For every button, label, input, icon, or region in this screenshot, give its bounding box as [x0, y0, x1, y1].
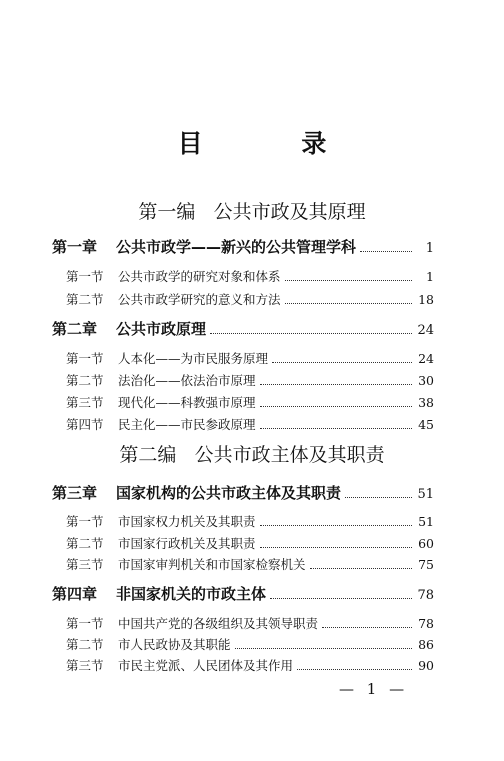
- chapter-label: 第二章: [52, 320, 98, 338]
- toc-section-entry[interactable]: [66, 512, 434, 530]
- page-ref: 51: [418, 514, 434, 529]
- dot-leader: [285, 280, 412, 281]
- section-label: 第三节: [66, 658, 104, 673]
- toc-section-entry[interactable]: [66, 534, 434, 552]
- dot-leader: [235, 648, 412, 649]
- page-ref: 78: [417, 588, 434, 603]
- section-title: 公共市政学研究的意义和方法: [118, 292, 281, 307]
- section-label: 第三节: [66, 557, 104, 572]
- dot-leader: [270, 598, 412, 599]
- dot-leader: [360, 251, 412, 252]
- chapter-label: 第三章: [52, 484, 98, 502]
- dot-leader: [260, 406, 412, 407]
- part-label: 第一编: [138, 201, 196, 223]
- toc-section-entry[interactable]: [66, 393, 434, 411]
- dot-leader: [260, 525, 412, 526]
- part-heading: [0, 440, 504, 467]
- dot-leader: [260, 428, 412, 429]
- section-title: 市国家审判机关和市国家检察机关: [118, 557, 306, 572]
- section-title: 公共市政学的研究对象和体系: [118, 269, 281, 284]
- page-ref: 1: [426, 269, 434, 284]
- chapter-label: 第一章: [52, 238, 98, 256]
- page-ref: 30: [418, 373, 434, 388]
- section-label: 第二节: [66, 536, 104, 551]
- part-name: 公共市政主体及其职责: [194, 444, 385, 466]
- toc-chapter-entry[interactable]: [52, 236, 434, 257]
- toc-section-entry[interactable]: [66, 614, 434, 632]
- chapter-title: 公共市政原理: [116, 320, 207, 338]
- section-title: 市国家行政机关及其职责: [118, 536, 256, 551]
- page-ref: 86: [418, 637, 434, 652]
- page-ref: 24: [418, 351, 434, 366]
- toc-section-entry[interactable]: [66, 267, 434, 285]
- page-number: — 1 —: [339, 680, 409, 698]
- dot-leader: [260, 384, 412, 385]
- toc-section-entry[interactable]: [66, 415, 434, 433]
- toc-section-entry[interactable]: [66, 290, 434, 308]
- chapter-title: 国家机构的公共市政主体及其职责: [116, 484, 342, 502]
- section-label: 第三节: [66, 395, 104, 410]
- section-label: 第一节: [66, 616, 104, 631]
- chapter-title: 非国家机关的市政主体: [116, 585, 267, 603]
- part-name: 公共市政及其原理: [213, 201, 366, 223]
- section-title: 现代化——科教强市原理: [118, 395, 256, 410]
- dot-leader: [210, 333, 412, 334]
- chapter-title: 公共市政学——新兴的公共管理学科: [116, 238, 357, 256]
- section-title: 民主化——市民参政原理: [118, 417, 256, 432]
- page-ref: 78: [418, 616, 434, 631]
- dot-leader: [310, 568, 412, 569]
- section-title: 市国家权力机关及其职责: [118, 514, 256, 529]
- section-label: 第二节: [66, 637, 104, 652]
- page-ref: 24: [417, 323, 434, 338]
- dot-leader: [285, 303, 412, 304]
- toc-chapter-entry[interactable]: [52, 482, 434, 503]
- page-ref: 90: [418, 658, 434, 673]
- page-title: 目 录: [177, 129, 372, 158]
- toc-section-entry[interactable]: [66, 656, 434, 674]
- page-ref: 60: [418, 536, 434, 551]
- page-ref: 1: [425, 241, 434, 256]
- page-ref: 45: [418, 417, 434, 432]
- section-title: 市人民政协及其职能: [118, 637, 231, 652]
- dot-leader: [345, 497, 412, 498]
- dot-leader: [260, 547, 412, 548]
- dot-leader: [272, 362, 412, 363]
- toc-section-entry[interactable]: [66, 635, 434, 653]
- section-title: 市民主党派、人民团体及其作用: [118, 658, 294, 673]
- page-ref: 38: [418, 395, 434, 410]
- toc-section-entry[interactable]: [66, 349, 434, 367]
- toc-section-entry[interactable]: [66, 555, 434, 573]
- section-label: 第四节: [66, 417, 104, 432]
- section-label: 第一节: [66, 514, 104, 529]
- section-label: 第一节: [66, 351, 104, 366]
- chapter-label: 第四章: [52, 585, 98, 603]
- dot-leader: [322, 627, 412, 628]
- section-title: 人本化——为市民服务原理: [118, 351, 269, 366]
- toc-chapter-entry[interactable]: [52, 583, 434, 604]
- section-title: 中国共产党的各级组织及其领导职责: [118, 616, 319, 631]
- toc-section-entry[interactable]: [66, 371, 434, 389]
- section-label: 第二节: [66, 373, 104, 388]
- part-heading: [0, 197, 504, 224]
- page-ref: 51: [417, 487, 434, 502]
- section-title: 法治化——依法治市原理: [118, 373, 256, 388]
- page-ref: 75: [418, 557, 434, 572]
- toc-chapter-entry[interactable]: [52, 318, 434, 339]
- part-label: 第二编: [119, 444, 177, 466]
- section-label: 第二节: [66, 292, 104, 307]
- dot-leader: [297, 669, 412, 670]
- section-label: 第一节: [66, 269, 104, 284]
- page-ref: 18: [418, 292, 434, 307]
